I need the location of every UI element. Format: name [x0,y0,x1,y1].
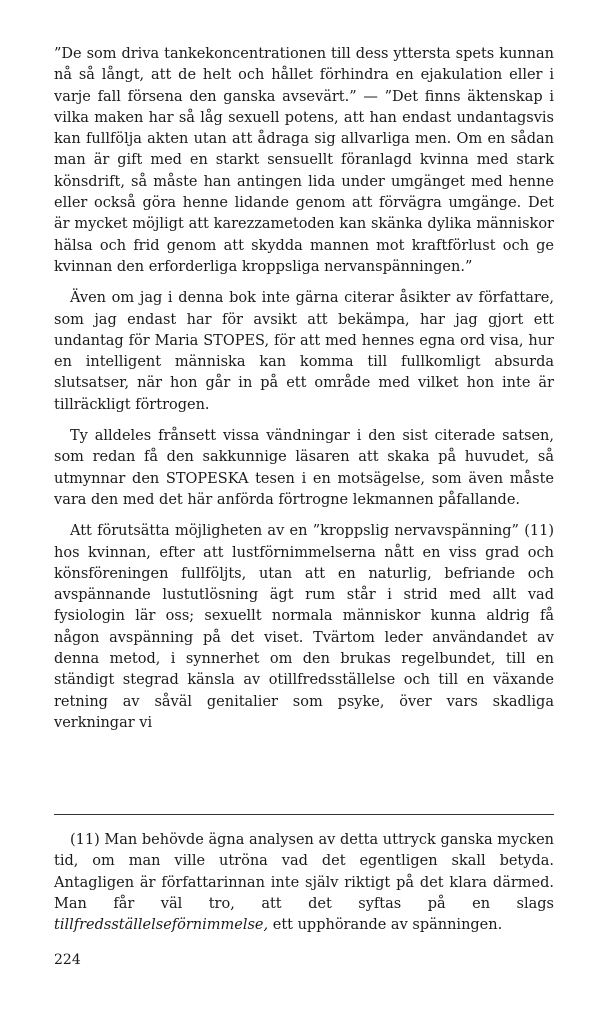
footnote-divider [54,814,554,815]
paragraph-nervavspanning: Att förutsätta möjligheten av en ”kroppslig nervavspänning” (11) hos kvinnan, efter att lustförnimmelserna nått en viss grad och könsföreningen fullföljts, utan att en naturlig, befriande och avspännande lustutlösning ägt rum står i strid med allt vad fysiologin lär oss; sexuellt normala människor kunna aldrig få någon avspänning på det viset. Tvärtom leder användandet av denna metod, i synnerhet om den brukas regelbundet, till en ständigt stegrad känsla av otillfredsställelse och till en växande retning av såväl genitalier som psyke, över vars skadliga verkningar vi [54,523,554,731]
page-body [54,44,554,734]
page-number: 224 [54,952,81,968]
footnote-text-end: ett upphörande av spänningen. [268,917,503,934]
paragraph-quote: ”De som driva tankekoncentrationen till dess yttersta spets kunnan nå så långt, att de helt och hållet förhindra en ejakulation eller i varje fall försena den ganska avsevärt.” — ”Det finns äktenskap i vilka maken har så låg sexuell potens, att han endast undantagsvis kan fullfölja akten utan att ådraga sig allvarliga men. Om en sådan man är gift med en starkt sensuellt föranlagd kvinna med stark könsdrift, så måste han antingen lida under umgänget med henne eller också göra henne lidande genom att förvägra umgänge. Det är mycket möjligt att karezzametoden kan skänka dylika människor hälsa och frid genom att skydda mannen mot kraftförlust och ge kvinnan den erforderliga kroppsliga nervanspänningen.” [54,46,554,275]
footnote-text-start: (11) Man behövde ägna analysen av detta uttryck ganska mycken tid, om man ville utröna vad det egentligen skall betyda. Antagligen är författarinnan inte själv riktigt på det klara därmed. Man får väl tro, att det syftas på en slags [54,832,554,912]
footnote [54,830,554,936]
footnote-italic-term: tillfredsställelseförnimmelse, [54,917,269,934]
paragraph-stopeska-tesen: Ty alldeles frånsett vissa vändningar i den sist citerade satsen, som redan få den sakkunnige läsaren att skaka på huvudet, så utmynnar den STOPESKA tesen i en motsägelse, som även måste vara den med det här anförda förtrogne lekmannen påfallande. [54,428,554,508]
paragraph-stopes: Även om jag i denna bok inte gärna citerar åsikter av författare, som jag endast har för avsikt att bekämpa, har jag gjort ett undantag för Maria STOPES, för att med hennes egna ord visa, hur en intelligent människa kan komma till fullkomligt absurda slutsatser, när hon går in på ett område med vilket hon inte är tillräckligt förtrogen. [54,290,554,413]
